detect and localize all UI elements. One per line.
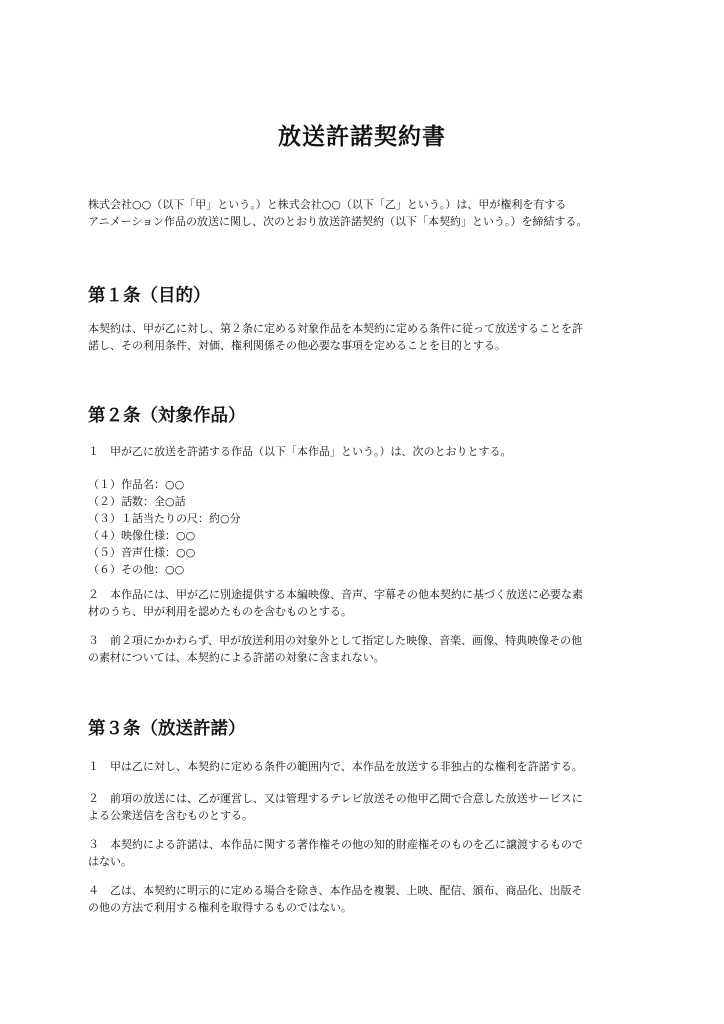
article-3-p3-line-1: ３ 本契約による許諾は、本作品に関する著作権その他の知的財産権そのものを乙に譲渡するもので [88,838,583,851]
article-3-p4-line-1: ４ 乙は、本契約に明示的に定める場合を除き、本作品を複製、上映、配信、頒布、商品化、出版そ [88,884,583,897]
article-1-body [88,320,648,354]
article-2-paragraph-1: １ 甲が乙に放送を許諾する作品（以下「本作品」という。）は、次のとおりとする。 [88,445,512,458]
list-item: （５）音声仕様：○○ [88,546,196,559]
article-3-p2-line-1: ２ 前項の放送には、乙が運営し、又は管理するテレビ放送その他甲乙間で合意した放送サービスに [88,792,583,805]
article-2-p2-line-2: 材のうち、甲が利用を認めたものを含むものとする。 [88,605,352,618]
article-3-paragraph-1: １ 甲は乙に対し、本契約に定める条件の範囲内で、本作品を放送する非独占的な権利を許諾する。 [88,760,583,773]
article-1-line-2: 諾し、その利用条件、対価、権利関係その他必要な事項を定めることを目的とする。 [88,339,506,352]
article-2-p3-line-2: の素材については、本契約による許諾の対象に含まれない。 [88,651,385,664]
article-3-p2-line-2: よる公衆送信を含むものとする。 [88,809,253,822]
article-2-heading: 第２条（対象作品） [88,406,246,426]
article-2-p2-line-1: ２ 本作品には、甲が乙に別途提供する本編映像、音声、字幕その他本契約に基づく放送に必要な素 [88,588,583,601]
list-item: （２）話数：全○話 [88,495,186,508]
preamble [88,196,648,230]
article-2-p3-line-1: ３ 前２項にかかわらず、甲が放送利用の対象外として指定した映像、音楽、画像、特典映像その他 [88,634,583,647]
article-3-heading: 第３条（放送許諾） [88,719,246,739]
list-item: （４）映像仕様：○○ [88,529,196,542]
preamble-line-1: 株式会社○○（以下「甲」という。）と株式会社○○（以下「乙」という。）は、甲が権利を有する [88,198,567,211]
article-3-p3-line-2: はない。 [88,855,132,868]
article-1-heading: 第１条（目的） [88,286,211,306]
list-item: （３）１話当たりの尺：約○分 [88,512,241,525]
list-item: （１）作品名：○○ [88,478,185,491]
article-2-paragraph-2 [88,586,648,620]
work-details-list [88,476,241,578]
article-1-line-1: 本契約は、甲が乙に対し、第２条に定める対象作品を本契約に定める条件に従って放送することを許 [88,322,583,335]
list-item: （６）その他：○○ [88,563,185,576]
article-3-p4-line-2: の他の方法で利用する権利を取得するものではない。 [88,901,352,914]
preamble-line-2: アニメーション作品の放送に関し、次のとおり放送許諾契約（以下「本契約」という。）を締結する。 [88,215,588,228]
article-3-paragraph-4 [88,882,648,916]
article-2-paragraph-3 [88,632,648,666]
article-3-paragraph-2 [88,790,648,824]
document-title: 放送許諾契約書 [278,124,446,150]
article-3-paragraph-3 [88,836,648,870]
